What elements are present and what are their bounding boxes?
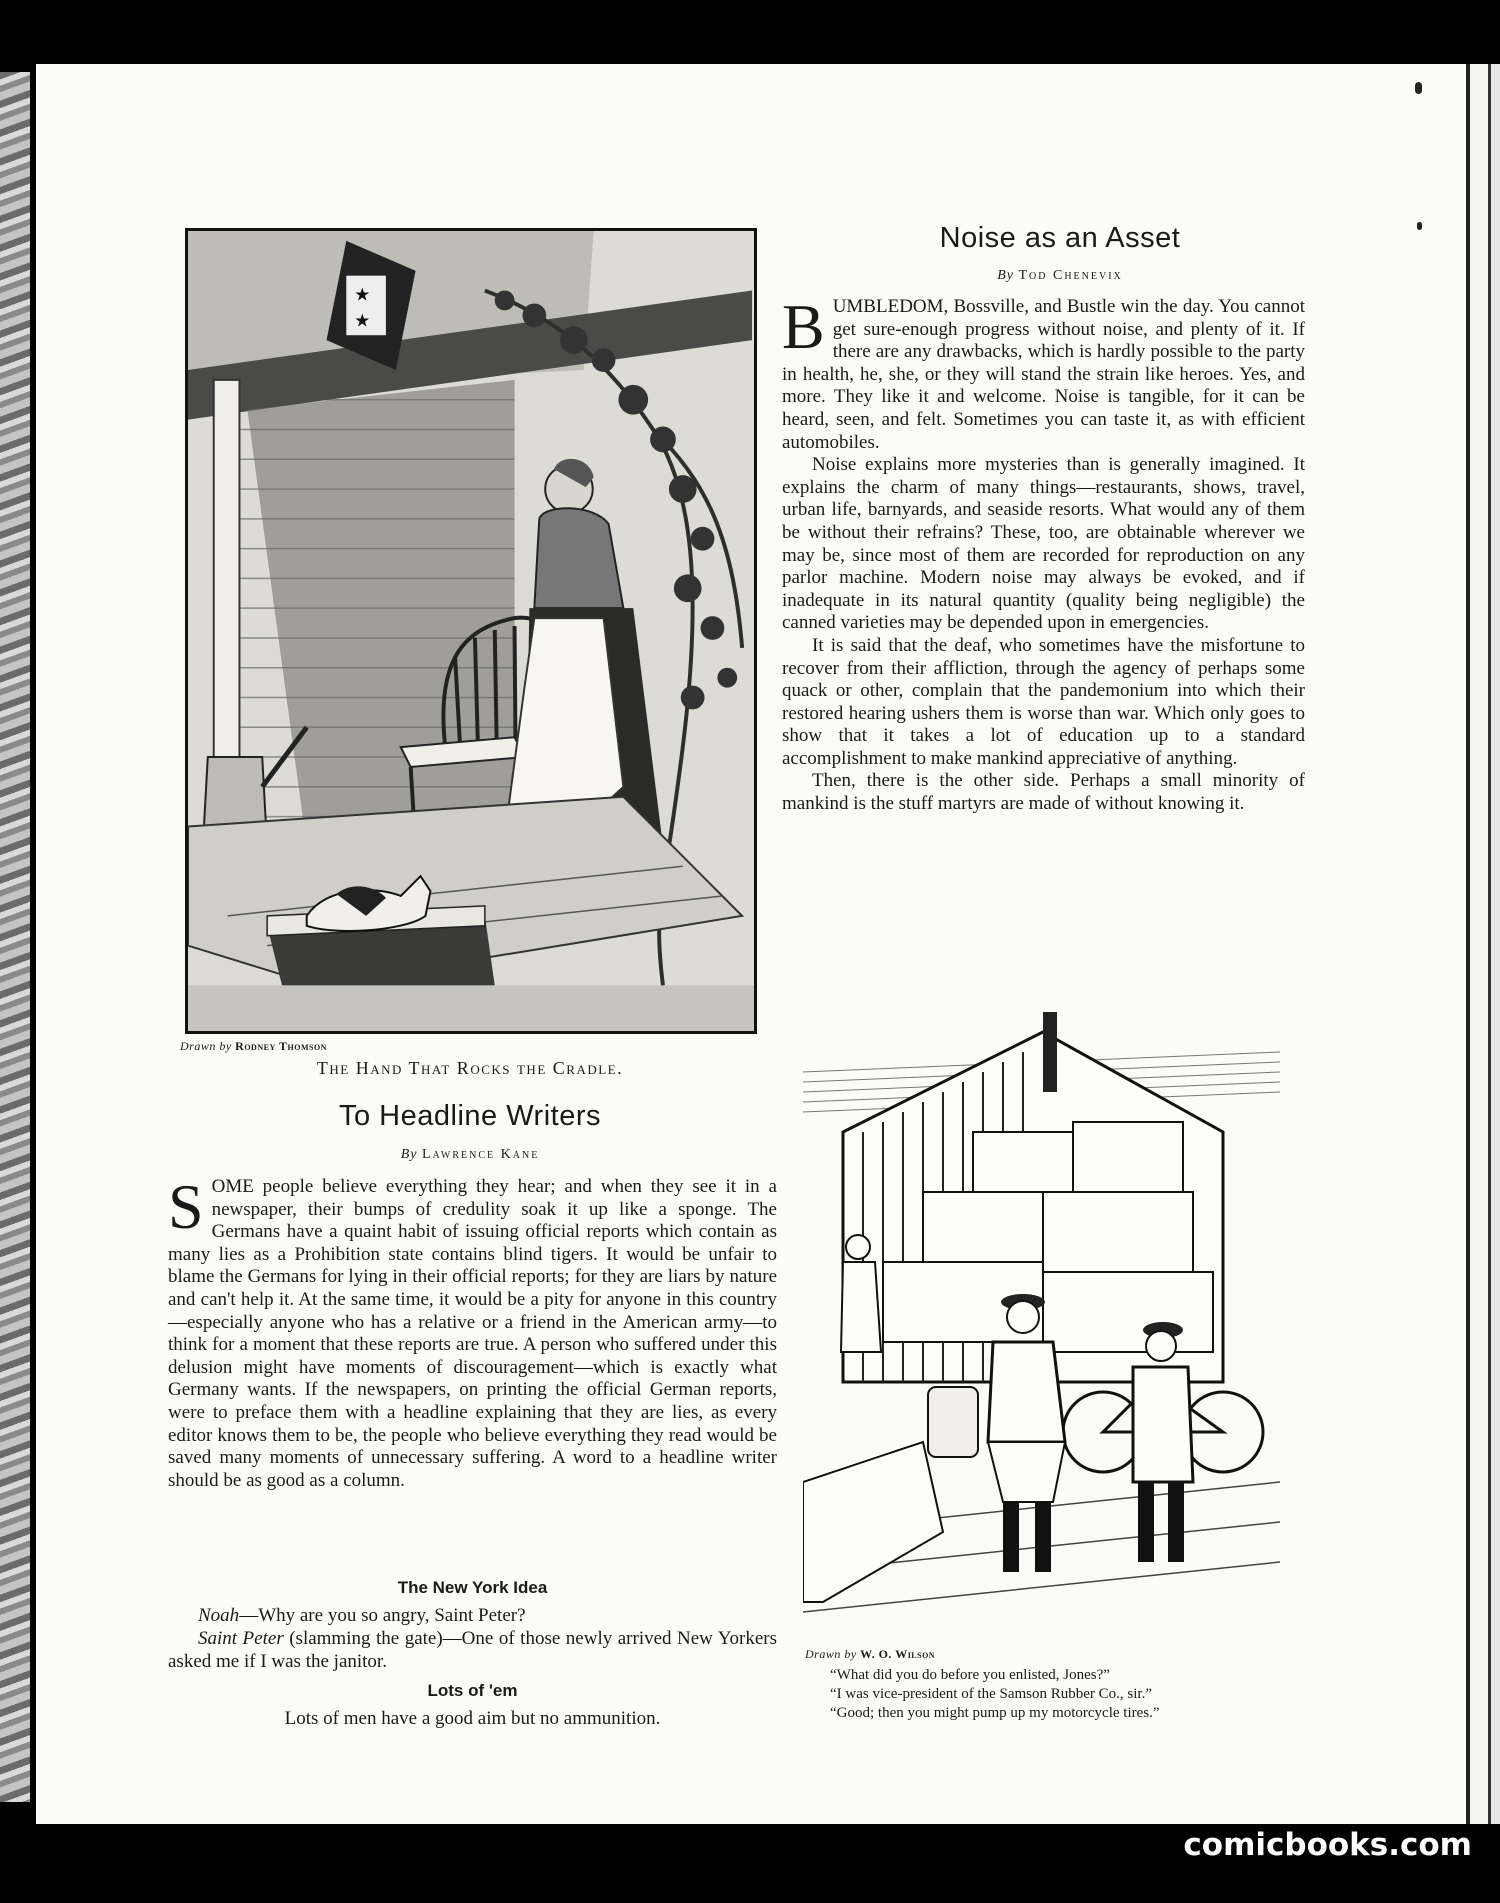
byline-by: By [400, 1147, 418, 1162]
illustration-caption: The Hand That Rocks the Cradle. [316, 1058, 624, 1078]
article-body [782, 291, 1305, 816]
book-binding-edge [0, 72, 30, 1802]
byline-author: Tod Chenevix [1018, 268, 1123, 283]
article-title: To Headline Writers [338, 1100, 601, 1132]
byline-by: By [997, 268, 1014, 283]
caption-line: “Good; then you might pump up my motorcycle tires.” [830, 1705, 1160, 1721]
porch-illustration [185, 228, 757, 1034]
article-byline [780, 268, 1340, 284]
article-paragraph: It is said that the deaf, who sometimes have the misfortune to recover from their affliction, through the agency of perhaps some quack or other, complain that the pandemonium into which their restored hearing ushers them is worse than war. Which only goes to show that it takes a lot of education up to a standard accomplishment to make mankind appreciative of anything. [782, 634, 1305, 769]
article-paragraph: Then, there is the other side. Perhaps a small minority of mankind is the stuff martyrs are made of without knowing it. [782, 770, 1305, 815]
credit-drawn-label: Drawn by [805, 1647, 857, 1661]
article-paragraph: Noise explains more mysteries than is generally imagined. It explains the charm of many things—restaurants, shows, travel, urban life, barnyards, and seaside resorts. What would any of them be without their refrains? These, too, are obtainable wherever we may be, since most of them are recorded for reproduction on any parlor machine. Modern noise may always be evoked, and if inadequate in its natural quantity (quality being negligible) the canned varieties may be depended upon in emergencies. [782, 454, 1305, 634]
binding-mark [1417, 222, 1422, 230]
credit-artist-name: W. O. Wilson [860, 1647, 936, 1661]
speaker-name: Saint Peter [198, 1628, 284, 1649]
byline-author: Lawrence Kane [421, 1147, 540, 1162]
joke-dialog [168, 1604, 777, 1673]
site-watermark: comicbooks.com [1183, 1827, 1472, 1863]
credit-artist-name: Rodney Thomson [235, 1039, 327, 1053]
illustration-credit [805, 1647, 935, 1662]
credit-drawn-label: Drawn by [180, 1039, 232, 1053]
joke-heading: Lots of 'em [427, 1681, 518, 1700]
article-title: Noise as an Asset [939, 222, 1181, 254]
illustration-credit [180, 1039, 327, 1054]
article-paragraph: SOME people believe everything they hear; and when they see it in a newspaper, their bumps of credulity soak it up like a sponge. The Germans have a quaint habit of issuing official reports which contain as many lies as a Prohibition state contains blind tigers. It would be unfair to blame the Germans for lying in their official reports; for they are liars by nature and can't help it. At the same time, it would be a pity for anyone in this country—especially anyone who has a relative or a friend in the American army—to think for a moment that these reports are true. A person who suffered under this delusion might have moments of discouragement—which is exactly what Germany wants. If the newspapers, on printing the official German reports, were to preface them with a headline explaining that they are lies, as every editor knows them to be, the people who believe everything they read would be saved many moments of unnecessary suffering. A word to a headline writer should be as good as a column. [168, 1171, 777, 1491]
caption-line: “I was vice-president of the Samson Rubber Co., sir.” [830, 1686, 1153, 1702]
dialog-line: Saint Peter (slamming the gate)—One of those newly arrived New Yorkers asked me if I was the janitor. [168, 1628, 778, 1672]
article-paragraph: BUMBLEDOM, Bossville, and Bustle win the day. You cannot get sure-enough progress without noise, and plenty of it. If there are any drawbacks, which is hardly possible to the party in health, he, she, or they will stand the strain like heroes. Yes, and more. They like it and welcome. Noise is tangible, for it can be heard, seen, and felt. Sometimes you can taste it, as with efficient automobiles. [782, 291, 1305, 453]
svg-text:★: ★ [354, 284, 371, 305]
caption-line: “What did you do before you enlisted, Jones?” [830, 1667, 1110, 1683]
page-right-edge [1466, 64, 1500, 1824]
soldiers-illustration [803, 1012, 1280, 1642]
speaker-name: Noah [198, 1605, 240, 1626]
svg-text:★: ★ [354, 310, 371, 331]
article-byline [180, 1147, 760, 1163]
drop-cap: S [168, 1171, 204, 1242]
joke-heading: The New York Idea [397, 1578, 548, 1597]
binding-mark [1415, 82, 1422, 94]
article-body [168, 1171, 777, 1492]
drop-cap: B [782, 291, 825, 362]
illustration-caption [820, 1666, 1290, 1723]
dialog-line: Noah—Why are you so angry, Saint Peter? [198, 1605, 526, 1626]
joke-text: Lots of men have a good aim but no ammunition. [284, 1708, 661, 1729]
